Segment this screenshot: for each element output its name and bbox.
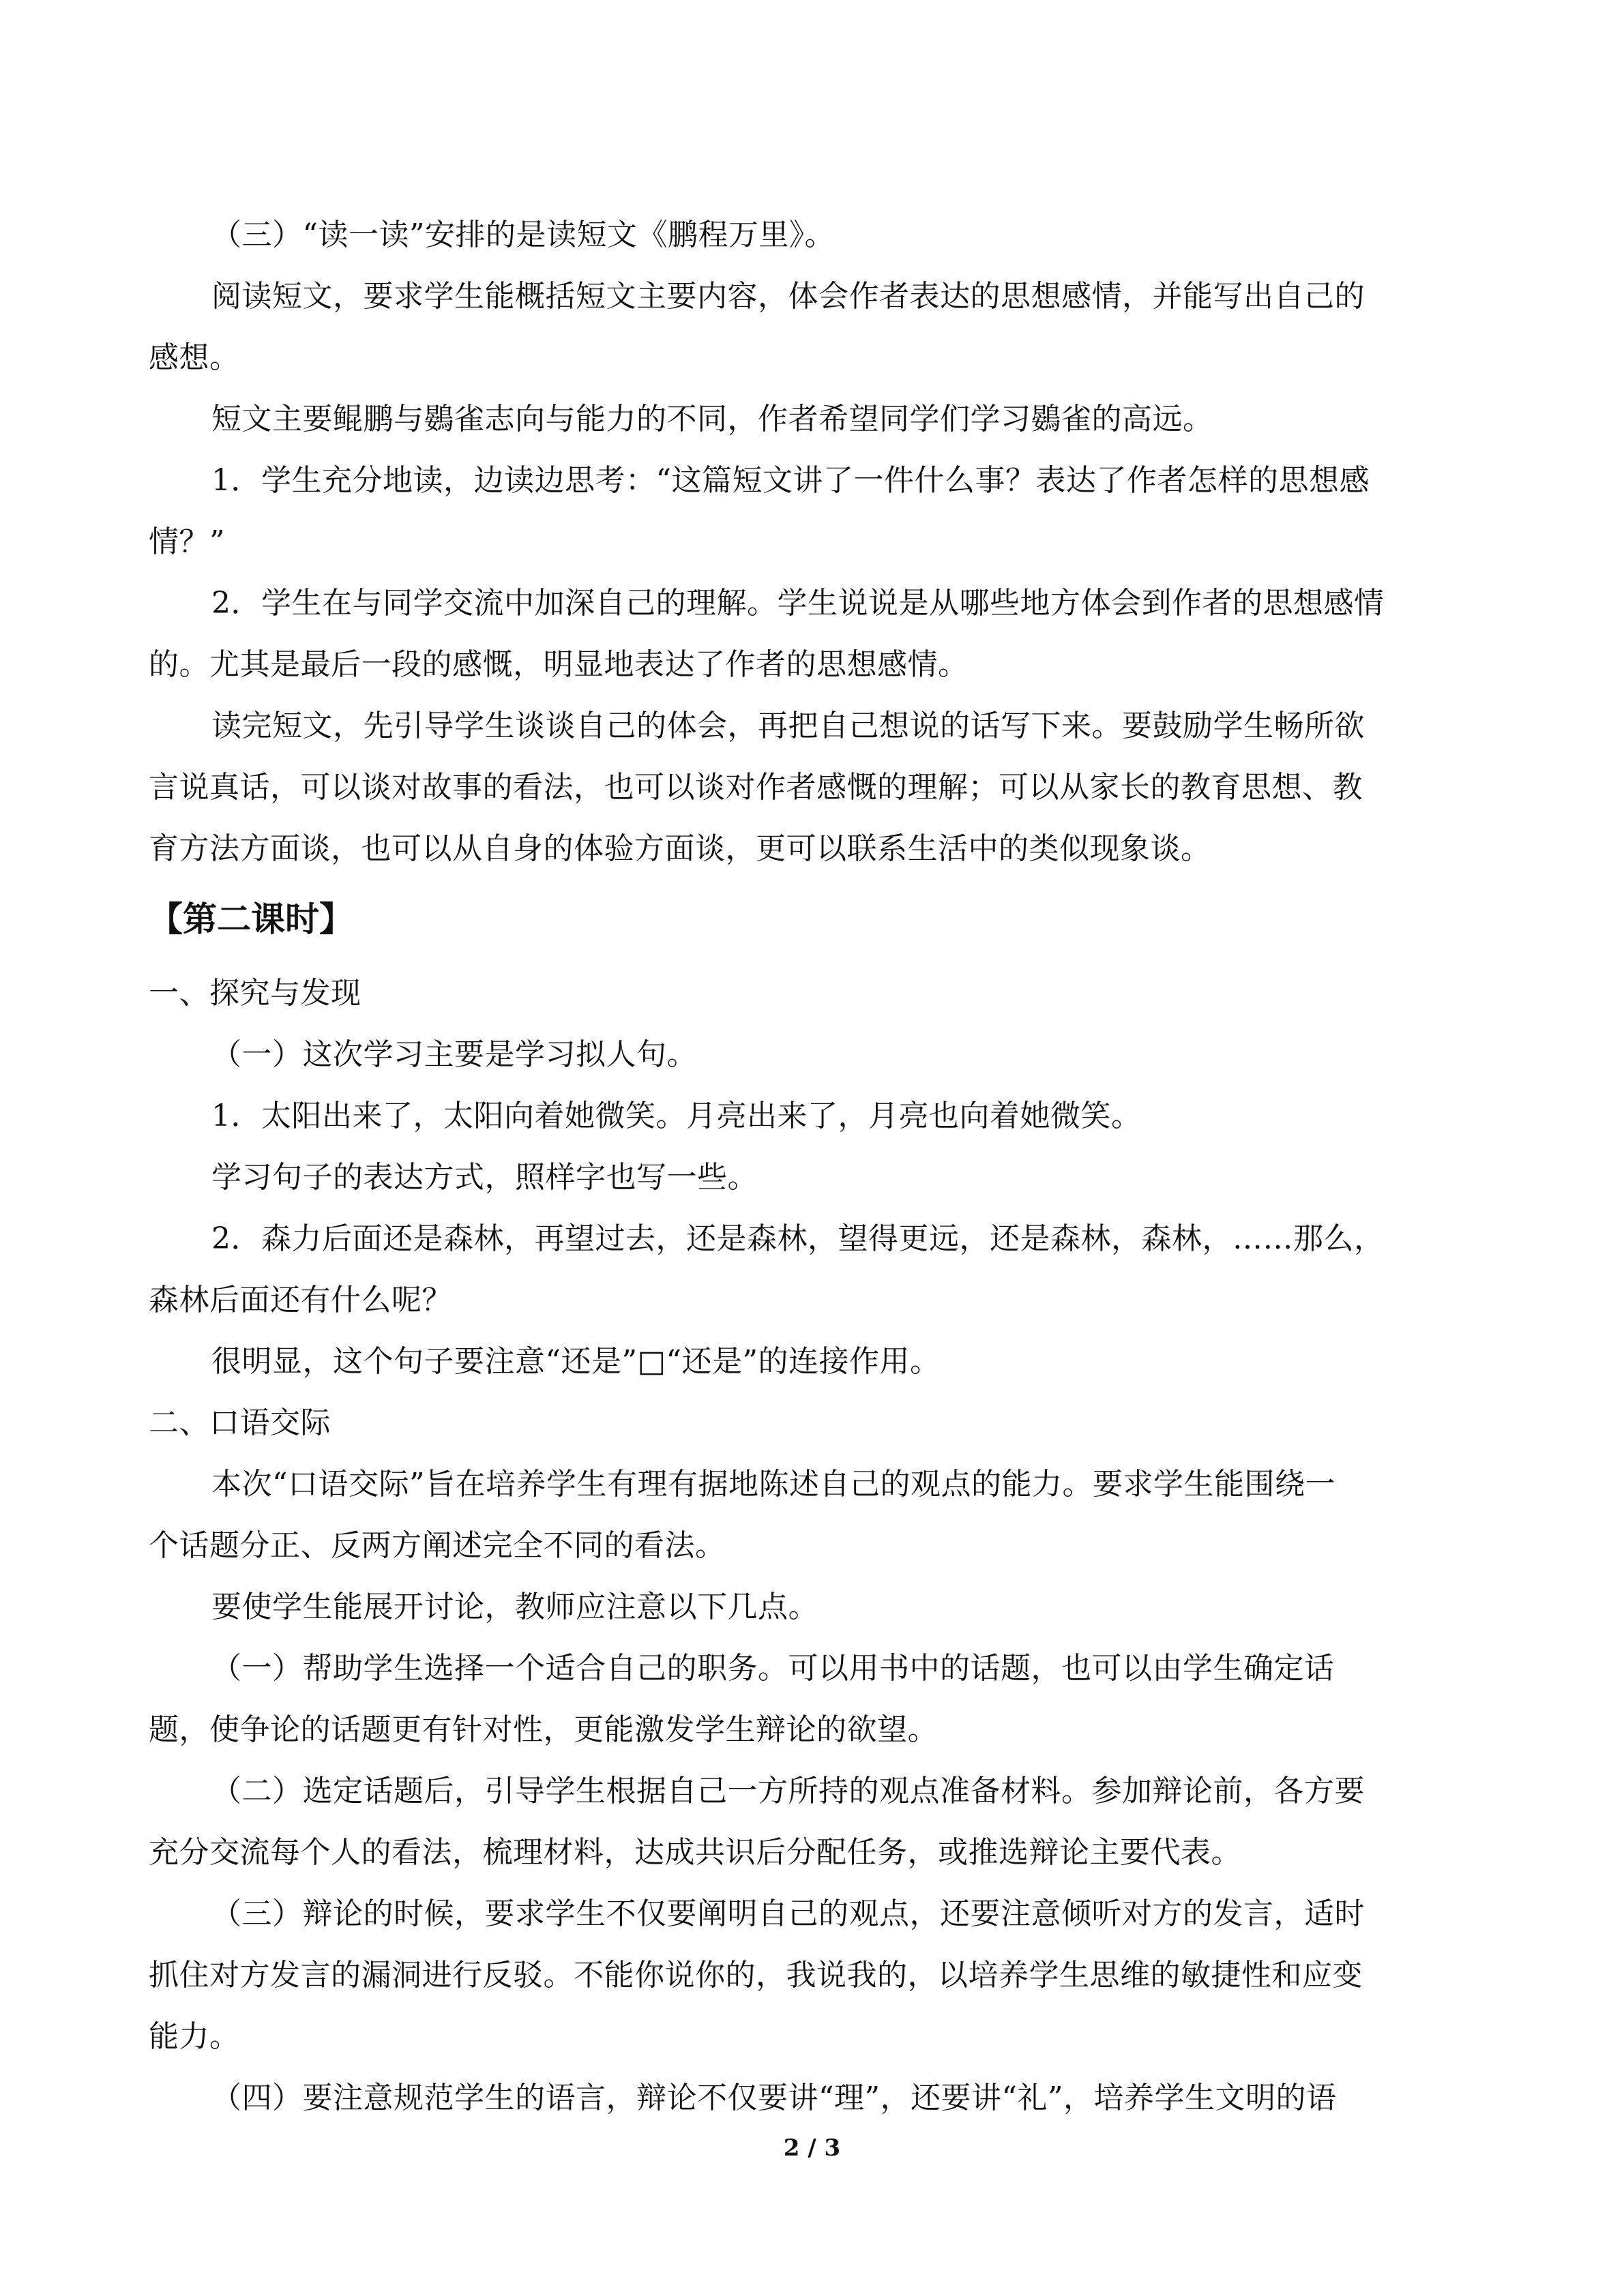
text-line: （二）选定话题后，引导学生根据自己一方所持的观点准备材料。参加辩论前，各方要 xyxy=(211,1774,1365,1808)
text-line: （一）帮助学生选择一个适合自己的职务。可以用书中的话题，也可以由学生确定话 xyxy=(211,1651,1335,1686)
page-number: 2 / 3 xyxy=(783,2134,841,2162)
text-line: 阅读短文，要求学生能概括短文主要内容，体会作者表达的思想感情，并能写出自己的 xyxy=(211,279,1365,314)
text-line: 情？” xyxy=(149,524,225,559)
text-line: 感想。 xyxy=(149,340,240,375)
text-line: 短文主要鲲鹏与鷃雀志向与能力的不同，作者希望同学们学习鷃雀的高远。 xyxy=(211,402,1213,436)
text-line: 很明显，这个句子要注意“还是”□“还是”的连接作用。 xyxy=(211,1344,941,1379)
document-body xyxy=(149,205,1475,2129)
text-line: 一、探究与发现 xyxy=(149,976,361,1011)
text-line: 个话题分正、反两方阐述完全不同的看法。 xyxy=(149,1528,726,1563)
text-line: 1．太阳出来了，太阳向着她微笑。月亮出来了，月亮也向着她微笑。 xyxy=(211,1099,1142,1133)
text-line: 学习句子的表达方式，照样字也写一些。 xyxy=(211,1160,758,1195)
text-line: 题，使争论的话题更有针对性，更能激发学生辩论的欲望。 xyxy=(149,1712,938,1747)
text-line: 二、口语交际 xyxy=(149,1405,331,1440)
text-line: 1．学生充分地读，边读边思考：“这篇短文讲了一件什么事？表达了作者怎样的思想感 xyxy=(211,463,1370,498)
text-line: （三）“读一读”安排的是读短文《鹏程万里》。 xyxy=(211,218,835,252)
text-line: 本次“口语交际”旨在培养学生有理有据地陈述自己的观点的能力。要求学生能围绕一 xyxy=(211,1467,1335,1502)
text-line: 2．学生在与同学交流中加深自己的理解。学生说说是从哪些地方体会到作者的思想感情 xyxy=(211,586,1385,621)
text-line: 充分交流每个人的看法，梳理材料，达成共识后分配任务，或推选辩论主要代表。 xyxy=(149,1835,1241,1870)
text-line: （一）这次学习主要是学习拟人句。 xyxy=(211,1037,697,1072)
section-heading: 【第二课时】 xyxy=(149,899,353,939)
text-line: 抓住对方发言的漏洞进行反驳。不能你说你的，我说我的，以培养学生思维的敏捷性和应变 xyxy=(149,1958,1363,1993)
text-line: 能力。 xyxy=(149,2019,240,2054)
text-line: （四）要注意规范学生的语言，辩论不仅要讲“理”，还要讲“礼”，培养学生文明的语 xyxy=(211,2081,1337,2115)
text-line: 森林后面还有什么呢？ xyxy=(149,1283,452,1317)
text-line: 2．森力后面还是森林，再望过去，还是森林，望得更远，还是森林，森林，……那么， xyxy=(211,1221,1385,1256)
text-line: 育方法方面谈，也可以从自身的体验方面谈，更可以联系生活中的类似现象谈。 xyxy=(149,831,1211,866)
text-line: （三）辩论的时候，要求学生不仅要阐明自己的观点，还要注意倾听对方的发言，适时 xyxy=(211,1896,1365,1931)
text-line: 要使学生能展开讨论，教师应注意以下几点。 xyxy=(211,1590,818,1624)
text-line: 读完短文，先引导学生谈谈自己的体会，再把自己想说的话写下来。要鼓励学生畅所欲 xyxy=(211,709,1365,743)
text-line: 的。尤其是最后一段的感慨，明显地表达了作者的思想感情。 xyxy=(149,647,969,682)
text-line: 言说真话，可以谈对故事的看法，也可以谈对作者感慨的理解；可以从家长的教育思想、教 xyxy=(149,770,1363,805)
